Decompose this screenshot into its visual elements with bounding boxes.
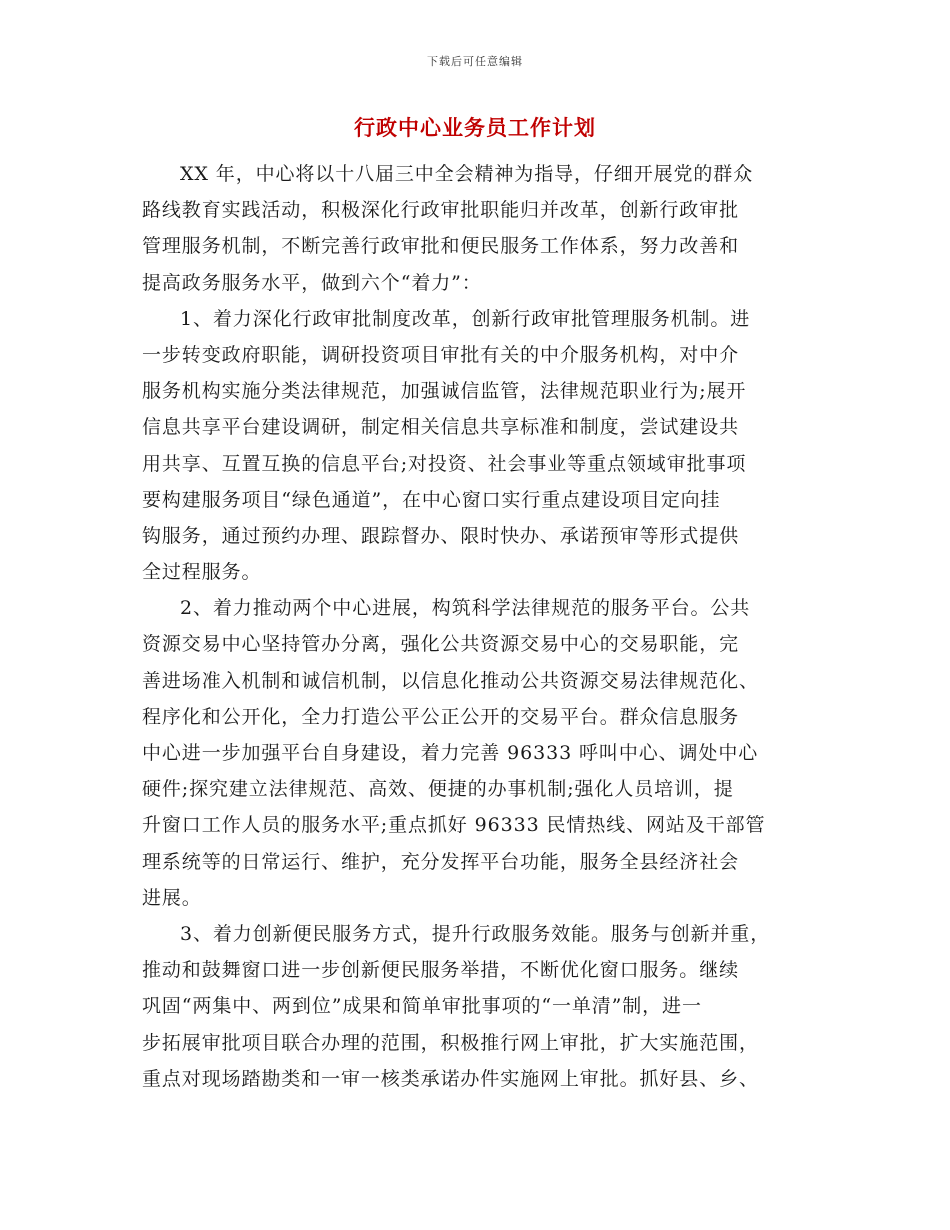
paragraph-3-line-6: 硬件;探究建立法律规范、高效、便捷的办事机制;强化人员培训，提 (142, 778, 734, 801)
paragraph-3-line-4: 程序化和公开化，全力打造公平公正公开的交易平台。群众信息服务 (142, 705, 740, 728)
paragraph-2-line-8: 全过程服务。 (142, 561, 262, 584)
paragraph-4-line-1: 3、着力创新便民服务方式，提升行政服务效能。服务与创新并重， (180, 922, 771, 945)
paragraph-2-line-1: 1、着力深化行政审批制度改革，创新行政审批管理服务机制。进 (180, 307, 751, 330)
paragraph-1-line-1: XX 年，中心将以十八届三中全会精神为指导，仔细开展党的群众 (180, 163, 754, 185)
paragraph-2-line-4: 信息共享平台建设调研，制定相关信息共享标准和制度，尝试建设共 (142, 416, 740, 439)
paragraph-1-line-2: 路线教育实践活动，积极深化行政审批职能归并改革，创新行政审批 (142, 199, 740, 222)
paragraph-2-line-6: 要构建服务项目“绿色通道”，在中心窗口实行重点建设项目定向挂 (142, 488, 721, 511)
paragraph-3-line-8: 理系统等的日常运行、维护，充分发挥平台功能，服务全县经济社会 (142, 850, 740, 873)
paragraph-2-line-2: 一步转变政府职能，调研投资项目审批有关的中介服务机构，对中介 (142, 343, 740, 366)
paragraph-3-line-9: 进展。 (142, 886, 202, 909)
paragraph-3-line-7: 升窗口工作人员的服务水平;重点抓好 96333 民情热线、网站及干部管 (142, 814, 766, 837)
paragraph-3-line-3: 善进场准入机制和诚信机制，以信息化推动公共资源交易法律规范化、 (142, 669, 759, 692)
paragraph-3-line-2: 资源交易中心坚持管办分离，强化公共资源交易中心的交易职能，完 (142, 633, 740, 656)
page-header-note: 下载后可任意编辑 (427, 55, 523, 68)
paragraph-2-line-5: 用共享、互置互换的信息平台;对投资、社会事业等重点领域审批事项 (142, 452, 747, 475)
paragraph-4-line-3: 巩固“两集中、两到位”成果和简单审批事项的“一单清”制，进一 (142, 995, 702, 1018)
paragraph-4-line-2: 推动和鼓舞窗口进一步创新便民服务举措，不断优化窗口服务。继续 (142, 959, 740, 982)
paragraph-3-line-5: 中心进一步加强平台自身建设，着力完善 96333 呼叫中心、调处中心 (142, 742, 759, 764)
paragraph-2-line-3: 服务机构实施分类法律规范，加强诚信监管，法律规范职业行为;展开 (142, 380, 747, 403)
document-body (142, 156, 822, 1097)
paragraph-1-line-4: 提高政务服务水平，做到六个“着力”： (142, 271, 482, 294)
paragraph-1-line-3: 管理服务机制，不断完善行政审批和便民服务工作体系，努力改善和 (142, 235, 740, 258)
paragraph-3-line-1: 2、着力推动两个中心进展，构筑科学法律规范的服务平台。公共 (180, 597, 751, 620)
document-title: 行政中心业务员工作计划 (354, 115, 596, 140)
paragraph-4-line-5: 重点对现场踏勘类和一审一核类承诺办件实施网上审批。抓好县、乡、 (142, 1067, 759, 1090)
paragraph-4-line-4: 步拓展审批项目联合办理的范围，积极推行网上审批，扩大实施范围， (142, 1031, 759, 1054)
paragraph-2-line-7: 钩服务，通过预约办理、跟踪督办、限时快办、承诺预审等形式提供 (142, 524, 740, 547)
